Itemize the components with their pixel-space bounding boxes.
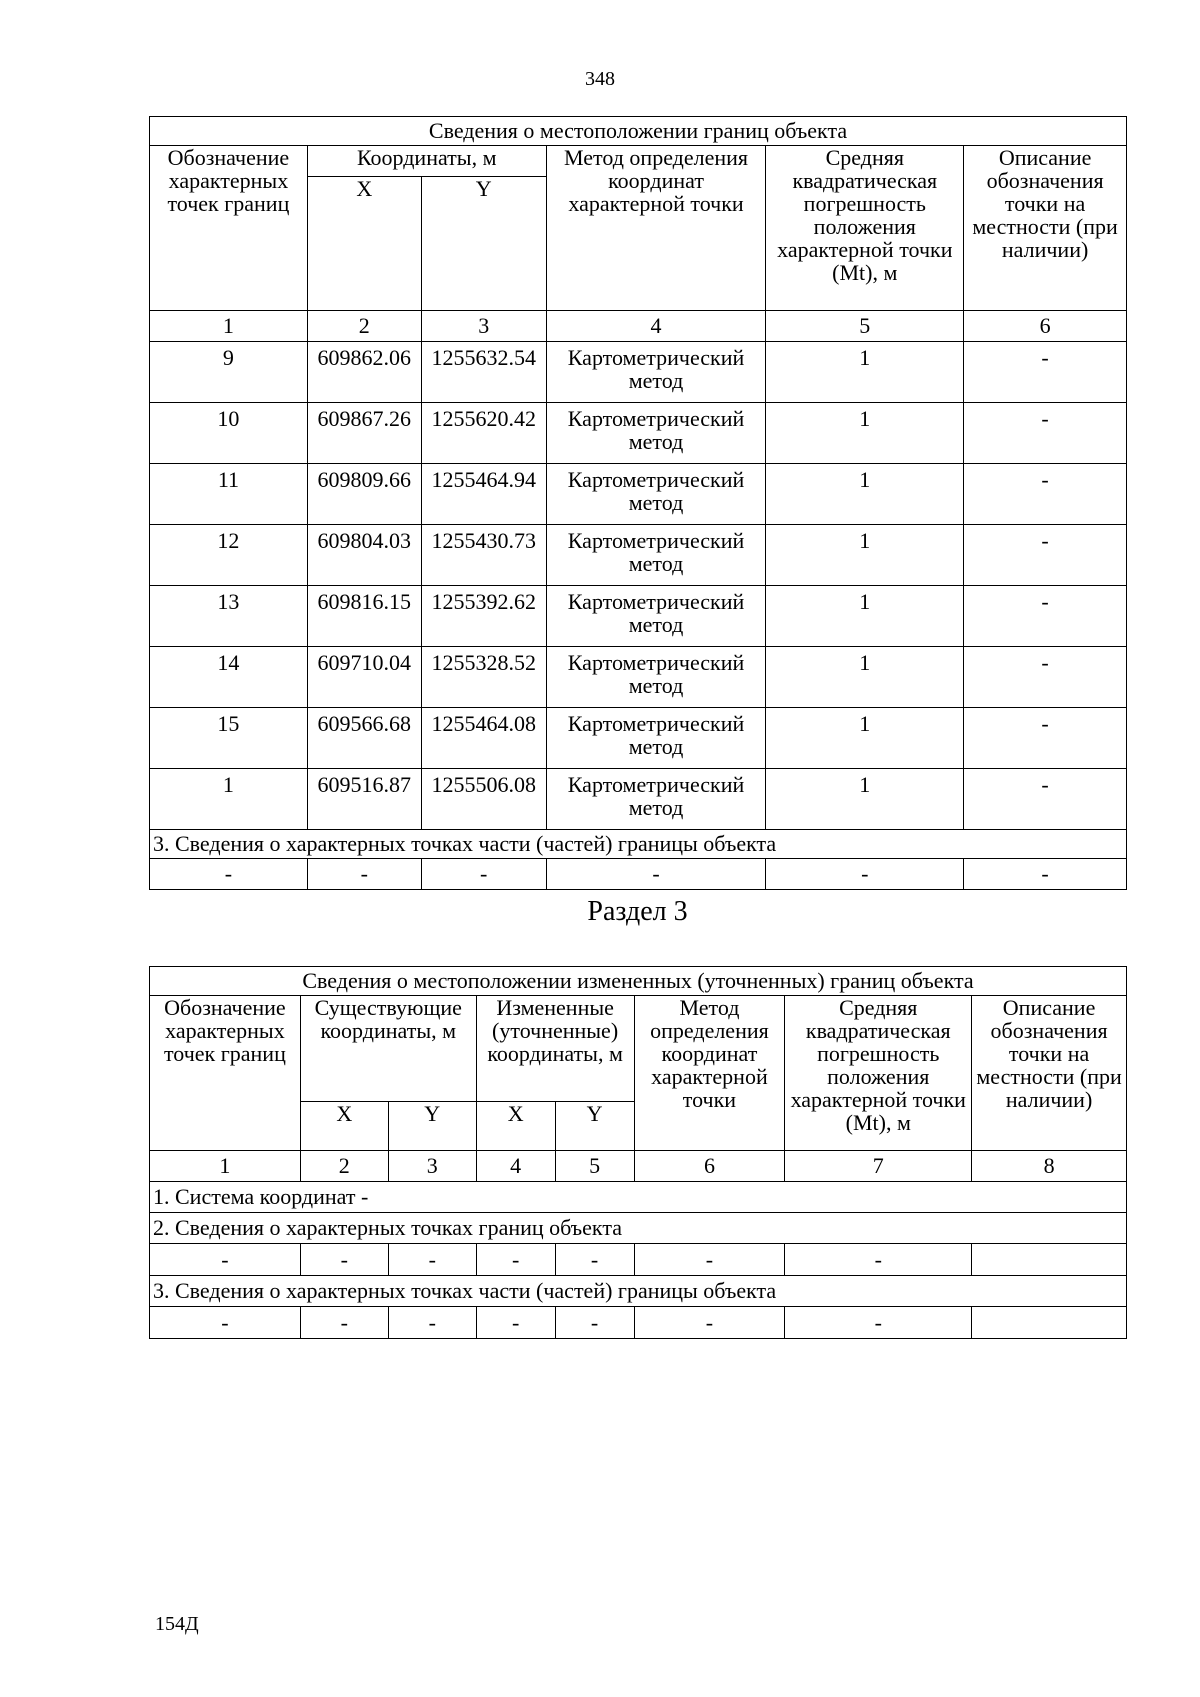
empty-cell: - <box>766 859 964 890</box>
y-cell: 1255392.62 <box>421 586 546 647</box>
desc-cell: - <box>964 647 1127 708</box>
desc-cell: - <box>964 342 1127 403</box>
header-error: Средняя квадратическая погрешность положения характерной точки (Mt), м <box>766 146 964 311</box>
empty-cell: - <box>150 1307 301 1339</box>
header-coords: Координаты, м <box>307 146 546 177</box>
error-cell: 1 <box>766 647 964 708</box>
column-number: 5 <box>766 311 964 342</box>
table-row <box>150 342 1127 403</box>
error-cell: 1 <box>766 586 964 647</box>
empty-cell: - <box>150 859 308 890</box>
method-cell: Картометрический метод <box>546 403 766 464</box>
empty-cell: - <box>785 1244 972 1276</box>
error-cell: 1 <box>766 525 964 586</box>
x-cell: 609710.04 <box>307 647 421 708</box>
table-caption: Сведения о местоположении измененных (уточненных) границ объекта <box>150 967 1127 996</box>
empty-cell <box>972 1307 1127 1339</box>
table-row <box>150 525 1127 586</box>
boundary-table <box>149 116 1127 890</box>
y-cell: 1255430.73 <box>421 525 546 586</box>
x-cell: 609809.66 <box>307 464 421 525</box>
column-number: 2 <box>300 1151 388 1182</box>
header-description: Описание обозначения точки на местности (при наличии) <box>964 146 1127 311</box>
header-method: Метод определения координат характерной точки <box>634 996 785 1151</box>
y-cell: 1255506.08 <box>421 769 546 830</box>
error-cell: 1 <box>766 403 964 464</box>
point-cell: 10 <box>150 403 308 464</box>
empty-cell: - <box>307 859 421 890</box>
footer-code: 154Д <box>155 1613 199 1635</box>
column-number: 8 <box>972 1151 1127 1182</box>
section-heading: 3. Сведения о характерных точках части (частей) границы объекта <box>150 1276 1127 1307</box>
point-cell: 1 <box>150 769 308 830</box>
desc-cell: - <box>964 403 1127 464</box>
coord-system-row: 1. Система координат - <box>150 1182 1127 1213</box>
empty-cell: - <box>421 859 546 890</box>
empty-cell: - <box>555 1244 634 1276</box>
x-cell: 609804.03 <box>307 525 421 586</box>
method-cell: Картометрический метод <box>546 586 766 647</box>
point-cell: 13 <box>150 586 308 647</box>
column-number: 7 <box>785 1151 972 1182</box>
column-number: 1 <box>150 1151 301 1182</box>
empty-cell: - <box>476 1307 555 1339</box>
x-cell: 609862.06 <box>307 342 421 403</box>
method-cell: Картометрический метод <box>546 647 766 708</box>
empty-cell: - <box>150 1244 301 1276</box>
method-cell: Картометрический метод <box>546 708 766 769</box>
method-cell: Картометрический метод <box>546 525 766 586</box>
desc-cell: - <box>964 464 1127 525</box>
section-heading: 2. Сведения о характерных точках границ объекта <box>150 1213 1127 1244</box>
section-heading: 3. Сведения о характерных точках части (частей) границы объекта <box>150 830 1127 859</box>
header-error: Средняя квадратическая погрешность положения характерной точки (Mt), м <box>785 996 972 1151</box>
header-existing-x: X <box>300 1102 388 1151</box>
method-cell: Картометрический метод <box>546 769 766 830</box>
header-changed-coords: Измененные (уточненные) координаты, м <box>476 996 634 1102</box>
empty-cell <box>972 1244 1127 1276</box>
empty-cell: - <box>388 1244 476 1276</box>
column-number: 2 <box>307 311 421 342</box>
column-number: 5 <box>555 1151 634 1182</box>
x-cell: 609816.15 <box>307 586 421 647</box>
changed-boundary-table <box>149 966 1127 1339</box>
column-number: 3 <box>421 311 546 342</box>
column-number: 1 <box>150 311 308 342</box>
point-cell: 15 <box>150 708 308 769</box>
point-cell: 14 <box>150 647 308 708</box>
column-number: 6 <box>634 1151 785 1182</box>
section-title: Раздел 3 <box>587 896 688 927</box>
header-x: X <box>307 177 421 311</box>
x-cell: 609566.68 <box>307 708 421 769</box>
method-cell: Картометрический метод <box>546 342 766 403</box>
column-number: 4 <box>546 311 766 342</box>
point-cell: 11 <box>150 464 308 525</box>
table-row <box>150 708 1127 769</box>
empty-cell: - <box>388 1307 476 1339</box>
header-description: Описание обозначения точки на местности (при наличии) <box>972 996 1127 1151</box>
point-cell: 12 <box>150 525 308 586</box>
empty-cell: - <box>634 1307 785 1339</box>
method-cell: Картометрический метод <box>546 464 766 525</box>
error-cell: 1 <box>766 342 964 403</box>
column-number: 3 <box>388 1151 476 1182</box>
y-cell: 1255464.08 <box>421 708 546 769</box>
empty-cell: - <box>476 1244 555 1276</box>
header-y: Y <box>421 177 546 311</box>
empty-cell: - <box>546 859 766 890</box>
table-caption: Сведения о местоположении границ объекта <box>150 117 1127 146</box>
header-point: Обозначение характерных точек границ <box>150 996 301 1151</box>
y-cell: 1255632.54 <box>421 342 546 403</box>
header-point: Обозначение характерных точек границ <box>150 146 308 311</box>
empty-cell: - <box>785 1307 972 1339</box>
header-existing-y: Y <box>388 1102 476 1151</box>
desc-cell: - <box>964 708 1127 769</box>
table-row <box>150 586 1127 647</box>
empty-cell: - <box>300 1307 388 1339</box>
error-cell: 1 <box>766 769 964 830</box>
page-number: 348 <box>585 68 615 90</box>
error-cell: 1 <box>766 464 964 525</box>
column-number: 6 <box>964 311 1127 342</box>
header-existing-coords: Существующие координаты, м <box>300 996 476 1102</box>
header-changed-y: Y <box>555 1102 634 1151</box>
header-changed-x: X <box>476 1102 555 1151</box>
table-row <box>150 464 1127 525</box>
table-row <box>150 403 1127 464</box>
desc-cell: - <box>964 525 1127 586</box>
table-row <box>150 769 1127 830</box>
point-cell: 9 <box>150 342 308 403</box>
empty-cell: - <box>300 1244 388 1276</box>
empty-cell: - <box>555 1307 634 1339</box>
y-cell: 1255464.94 <box>421 464 546 525</box>
desc-cell: - <box>964 769 1127 830</box>
empty-cell: - <box>634 1244 785 1276</box>
x-cell: 609516.87 <box>307 769 421 830</box>
header-method: Метод определения координат характерной точки <box>546 146 766 311</box>
x-cell: 609867.26 <box>307 403 421 464</box>
y-cell: 1255620.42 <box>421 403 546 464</box>
error-cell: 1 <box>766 708 964 769</box>
table-row <box>150 647 1127 708</box>
empty-cell: - <box>964 859 1127 890</box>
desc-cell: - <box>964 586 1127 647</box>
column-number: 4 <box>476 1151 555 1182</box>
y-cell: 1255328.52 <box>421 647 546 708</box>
